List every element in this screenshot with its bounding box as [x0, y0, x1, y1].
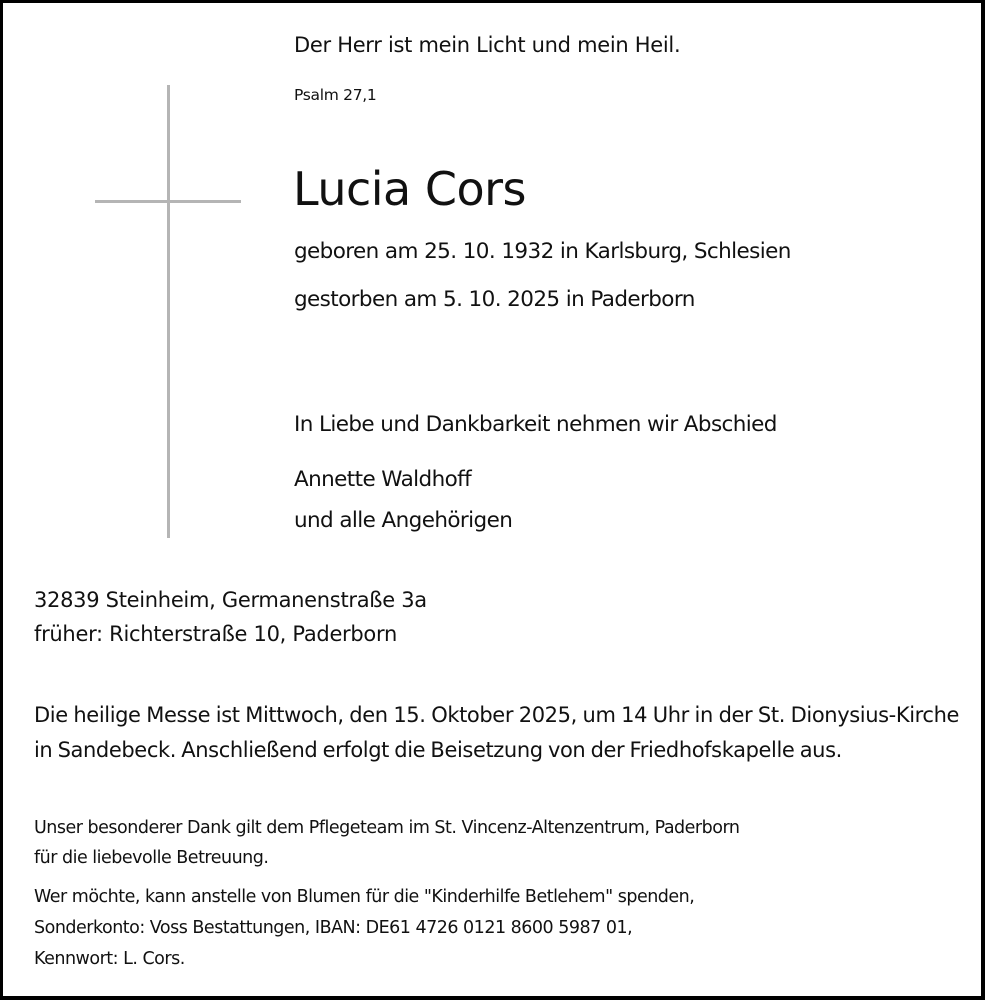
donation-line: Wer möchte, kann anstelle von Blumen für die "Kinderhilfe Betlehem" spenden, [34, 887, 695, 907]
donation-line-keyword: Kennwort: L. Cors. [34, 949, 185, 969]
funeral-service-info: Die heilige Messe ist Mittwoch, den 15. Oktober 2025, um 14 Uhr in der St. Dionysius-Kirche in Sandebeck. Anschließend erfolgt die Beisetzung von der Friedhofskapelle aus. [34, 703, 959, 762]
mourner-name: Annette Waldhoff [294, 467, 472, 492]
birth-info: geboren am 25. 10. 1932 in Karlsburg, Schlesien [294, 239, 791, 264]
verse-reference: Psalm 27,1 [294, 86, 377, 104]
address-current: 32839 Steinheim, Germanenstraße 3a [34, 588, 427, 612]
thanks-line: Unser besonderer Dank gilt dem Pflegeteam im St. Vincenz-Altenzentrum, Paderborn [34, 818, 740, 838]
deceased-name: Lucia Cors [293, 162, 526, 216]
mourner-relatives: und alle Angehörigen [294, 508, 513, 533]
cross-vertical-bar [167, 85, 170, 538]
thanks-line: für die liebevolle Betreuung. [34, 848, 269, 868]
thanks-note [34, 813, 964, 873]
address-former: früher: Richterstraße 10, Paderborn [34, 622, 397, 646]
bible-verse: Der Herr ist mein Licht und mein Heil. [294, 33, 681, 57]
death-info: gestorben am 5. 10. 2025 in Paderborn [294, 287, 695, 312]
donation-note [34, 882, 964, 975]
donation-line-iban: Sonderkonto: Voss Bestattungen, IBAN: DE61 4726 0121 8600 5987 01, [34, 918, 633, 938]
cross-horizontal-bar [95, 200, 241, 203]
farewell-line: In Liebe und Dankbarkeit nehmen wir Abschied [294, 412, 777, 437]
